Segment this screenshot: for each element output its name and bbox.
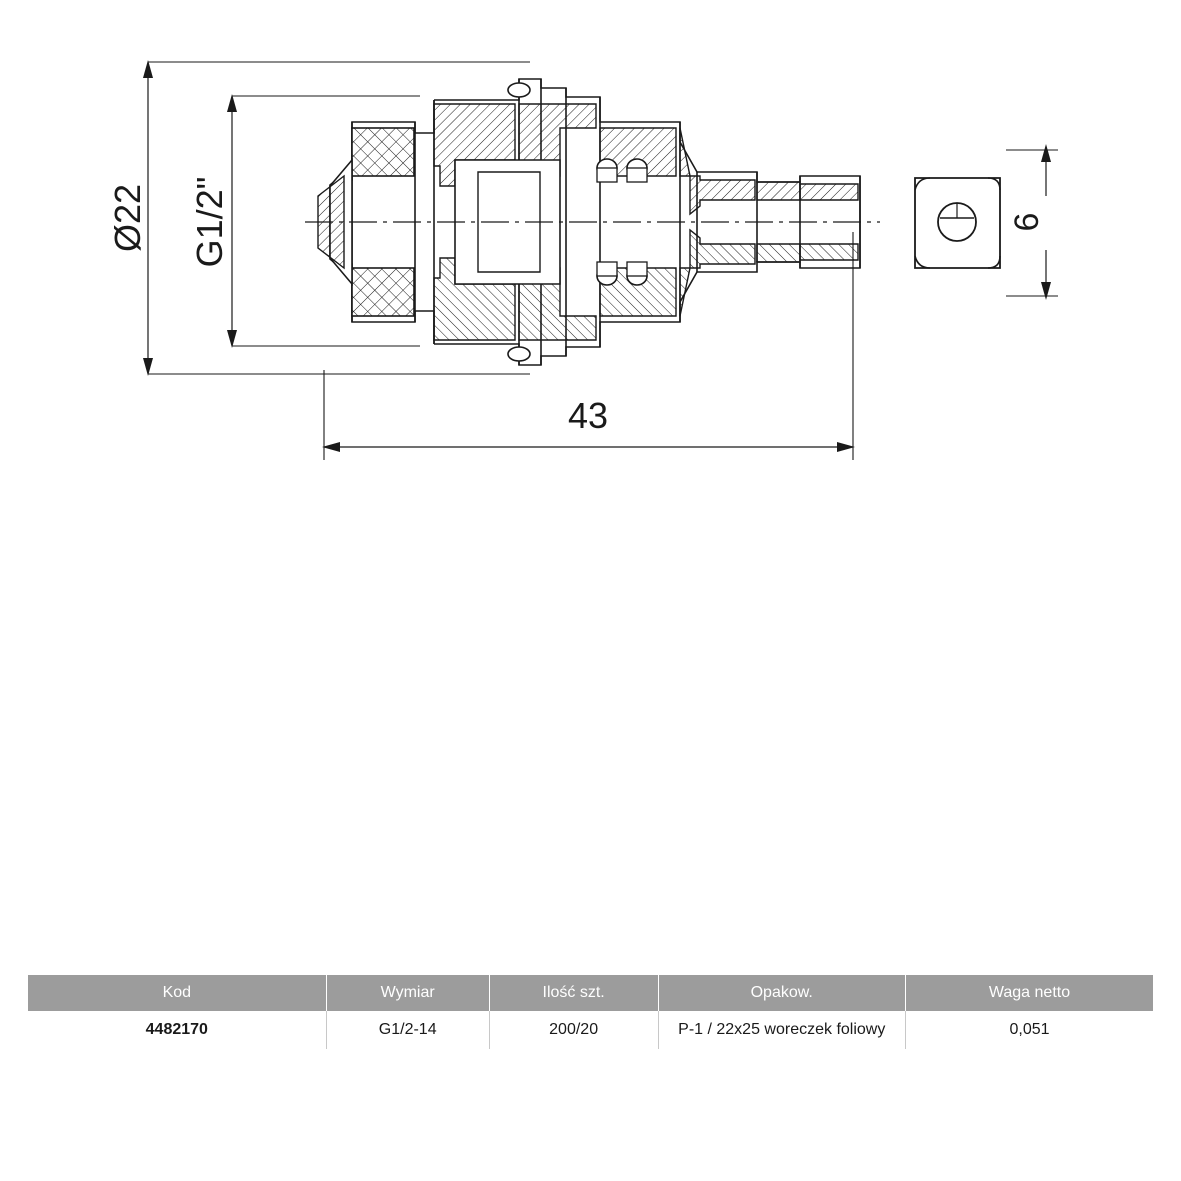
- dimension-label-length: 43: [567, 395, 609, 436]
- column-header-waga: Waga netto: [906, 975, 1154, 1011]
- cell-waga: 0,051: [906, 1011, 1154, 1049]
- cell-kod: 4482170: [145, 1021, 208, 1038]
- column-header-opakow: Opakow.: [658, 975, 906, 1011]
- dimension-label-thread: G1/2": [189, 176, 230, 268]
- table-header-row: [28, 975, 1153, 1011]
- spec-table: [28, 975, 1153, 1049]
- end-view-square: [915, 178, 1000, 268]
- dimension-label-outer-diameter: Ø22: [107, 183, 148, 253]
- cell-opakow: P-1 / 22x25 woreczek foliowy: [658, 1011, 906, 1049]
- table-row: [28, 1011, 1153, 1049]
- dimension-label-key-size: 6: [1008, 212, 1046, 232]
- column-header-kod: Kod: [28, 975, 326, 1011]
- cell-ilosc: 200/20: [489, 1011, 658, 1049]
- column-header-ilosc: Ilość szt.: [489, 975, 658, 1011]
- column-header-wymiar: Wymiar: [326, 975, 489, 1011]
- cell-wymiar: G1/2-14: [326, 1011, 489, 1049]
